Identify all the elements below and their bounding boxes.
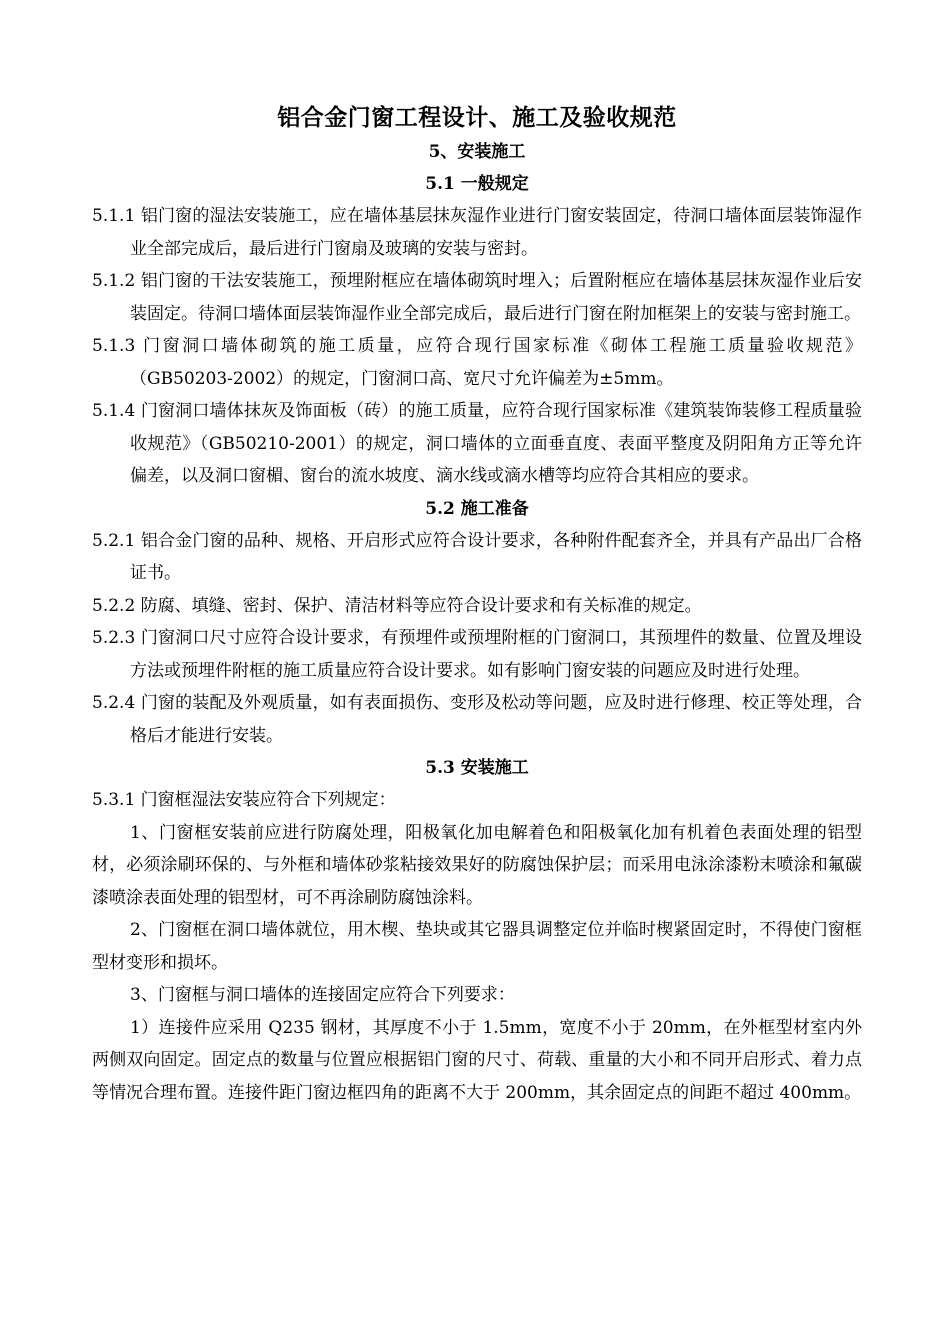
clause-5-1-1: 5.1.1 铝门窗的湿法安装施工，应在墙体基层抹灰湿作业进行门窗安装固定，待洞口墙体面层装饰湿作业全部完成后，最后进行门窗扇及玻璃的安装与密封。	[92, 206, 862, 259]
section-heading-5-1: 5.1 一般规定	[425, 174, 529, 194]
paragraph-item-3: 3、门窗框与洞口墙体的连接固定应符合下列要求：	[130, 985, 515, 1005]
clause-5-1-3: 5.1.3 门窗洞口墙体砌筑的施工质量，应符合现行国家标准《砌体工程施工质量验收规范》（GB50203-2002）的规定，门窗洞口高、宽尺寸允许偏差为±5mm。	[92, 336, 862, 389]
section-heading-5-3: 5.3 安装施工	[425, 758, 529, 778]
clause-5-2-4: 5.2.4 门窗的装配及外观质量，如有表面损伤、变形及松动等问题，应及时进行修理、校正等处理，合格后才能进行安装。	[92, 693, 862, 746]
clause-5-1-4: 5.1.4 门窗洞口墙体抹灰及饰面板（砖）的施工质量，应符合现行国家标准《建筑装饰装修工程质量验收规范》（GB50210-2001）的规定，洞口墙体的立面垂直度、表面平整度及阴阳角方正等允许偏差，以及洞口窗楣、窗台的流水坡度、滴水线或滴水槽等均应符合其相应的要求。	[92, 401, 862, 486]
section-heading-5-2: 5.2 施工准备	[425, 498, 529, 519]
document-title: 铝合金门窗工程设计、施工及验收规范	[277, 104, 677, 131]
clause-5-2-2: 5.2.2 防腐、填缝、密封、保护、清洁材料等应符合设计要求和有关标准的规定。	[92, 595, 702, 616]
clause-5-3-1: 5.3.1 门窗框湿法安装应符合下列规定：	[92, 790, 396, 810]
paragraph-item-1: 1、门窗框安装前应进行防腐处理，阳极氧化加电解着色和阳极氧化加有机着色表面处理的铝型材，必须涂刷环保的、与外框和墙体砂浆粘接效果好的防腐蚀保护层；而采用电泳涂漆粉末喷涂和氟碳漆喷涂表面处理的铝型材，可不再涂刷防腐蚀涂料。	[92, 822, 862, 908]
clause-5-2-1: 5.2.1 铝合金门窗的品种、规格、开启形式应符合设计要求，各种附件配套齐全，并具有产品出厂合格证书。	[92, 530, 862, 583]
paragraph-subitem-1: 1）连接件应采用 Q235 钢材，其厚度不小于 1.5mm，宽度不小于 20mm，在外框型材室内外两侧双向固定。固定点的数量与位置应根据铝门窗的尺寸、荷载、重量的大小和不同开启形式、着力点等情况合理布置。连接件距门窗边框四角的距离不大于 200mm，其余固定点的间距不超过 400mm。	[92, 1017, 862, 1103]
clause-5-1-2: 5.1.2 铝门窗的干法安装施工，预埋附框应在墙体砌筑时埋入；后置附框应在墙体基层抹灰湿作业后安装固定。待洞口墙体面层装饰湿作业全部完成后，最后进行门窗在附加框架上的安装与密封施工。	[92, 271, 862, 324]
clause-5-2-3: 5.2.3 门窗洞口尺寸应符合设计要求，有预埋件或预埋附框的门窗洞口，其预埋件的数量、位置及埋设方法或预埋件附框的施工质量应符合设计要求。如有影响门窗安装的问题应及时进行处理。	[92, 628, 862, 681]
paragraph-item-2: 2、门窗框在洞口墙体就位，用木楔、垫块或其它器具调整定位并临时楔紧固定时，不得使门窗框型材变形和损坏。	[92, 920, 862, 973]
chapter-heading: 5、安装施工	[428, 142, 526, 162]
